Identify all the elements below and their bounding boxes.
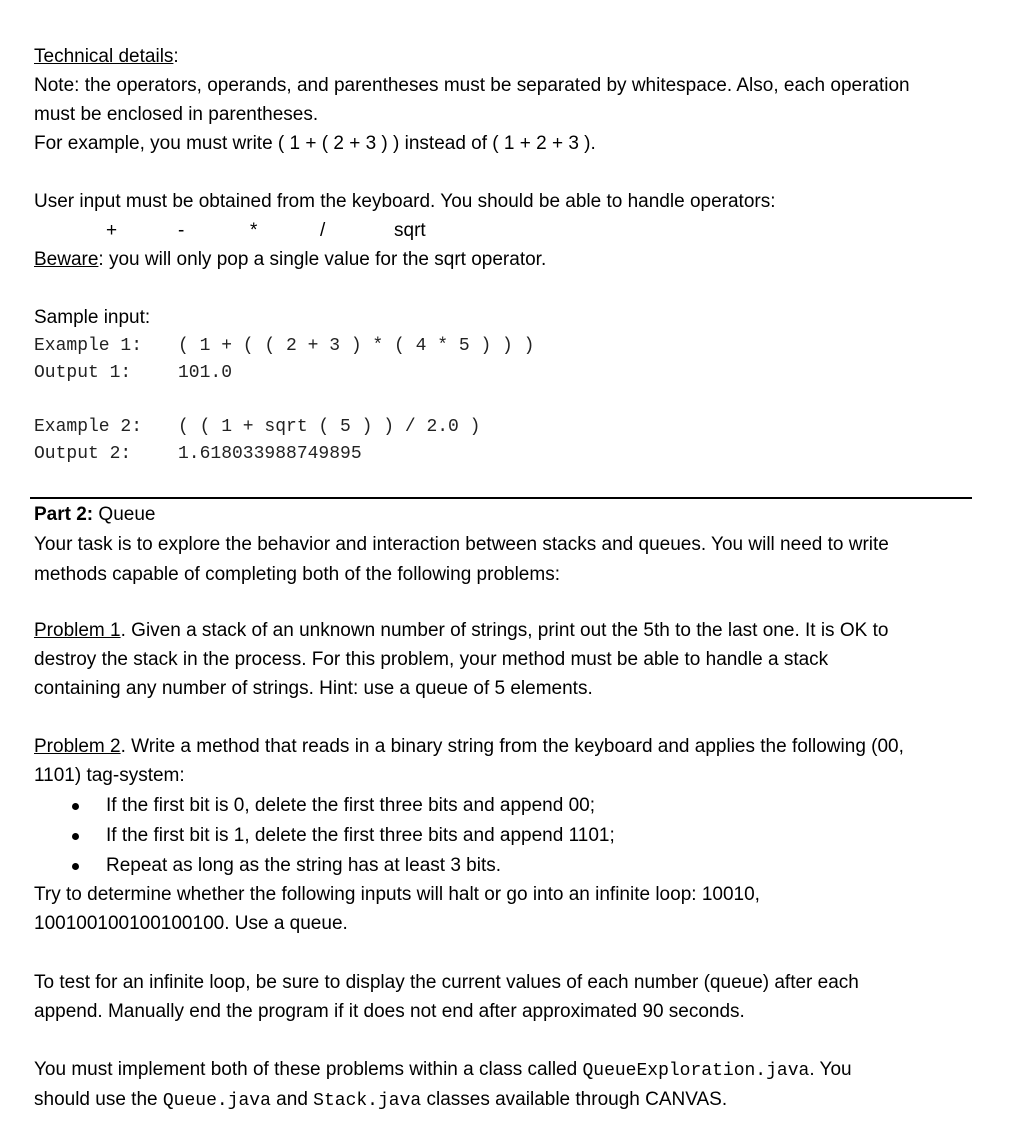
queue-file-code: Queue.java [162,1091,271,1111]
bullet-dot [72,863,79,870]
sample-input-heading: Sample input: [34,307,151,328]
technical-details-heading: Technical details: [34,46,179,67]
example-2-label: Example 2: [34,417,143,437]
test-line-1: To test for an infinite loop, be sure to display the current values of each number (queue) after each [34,972,859,993]
problem-1-line-1: Problem 1. Given a stack of an unknown number of strings, print out the 5th to the last one. It is OK to [34,620,889,641]
try-line-2: 100100100100100100. Use a queue. [34,913,348,934]
output-2-label: Output 2: [34,444,132,464]
section-divider [30,497,972,499]
operator-plus: + [106,220,118,241]
note-line-2: must be enclosed in parentheses. [34,104,319,125]
operator-sqrt: sqrt [394,220,426,241]
part-2-intro-line-2: methods capable of completing both of the following problems: [34,564,560,585]
bullet-item-3: Repeat as long as the string has at least 3 bits. [106,855,502,876]
example-instruction: For example, you must write ( 1 + ( 2 + 3 ) ) instead of ( 1 + 2 + 3 ). [34,133,596,154]
test-line-2: append. Manually end the program if it does not end after approximated 90 seconds. [34,1001,745,1022]
problem-2-line-2: 1101) tag-system: [34,765,185,786]
output-1-label: Output 1: [34,363,132,383]
bullet-dot [72,803,79,810]
problem-2-line-1: Problem 2. Write a method that reads in a binary string from the keyboard and applies the following (00, [34,736,904,757]
stack-file-code: Stack.java [313,1091,422,1111]
operator-minus: - [178,220,185,241]
part-2-heading: Part 2: Queue [34,504,156,525]
problem-1-line-2: destroy the stack in the process. For this problem, your method must be able to handle a stack [34,649,829,670]
part-2-intro-line-1: Your task is to explore the behavior and interaction between stacks and queues. You will need to write [34,534,889,555]
try-line-1: Try to determine whether the following inputs will halt or go into an infinite loop: 10010, [34,884,760,905]
bullet-dot [72,833,79,840]
class-name-code: QueueExploration.java [582,1061,810,1081]
example-2-expression: ( ( 1 + sqrt ( 5 ) ) / 2.0 ) [178,417,481,437]
problem-1-line-3: containing any number of strings. Hint: use a queue of 5 elements. [34,678,593,699]
output-1-value: 101.0 [178,363,233,383]
note-line-1: Note: the operators, operands, and parentheses must be separated by whitespace. Also, each operation [34,75,910,96]
operator-multiply: * [250,220,258,241]
bullet-item-2: If the first bit is 1, delete the first three bits and append 1101; [106,825,615,846]
user-input-line: User input must be obtained from the keyboard. You should be able to handle operators: [34,191,776,212]
bullet-item-1: If the first bit is 0, delete the first three bits and append 00; [106,795,596,816]
implement-line-2: should use the Queue.java and Stack.java classes available through CANVAS. [34,1089,728,1111]
example-1-expression: ( 1 + ( ( 2 + 3 ) * ( 4 * 5 ) ) ) [178,336,535,356]
example-1-label: Example 1: [34,336,143,356]
implement-line-1: You must implement both of these problems within a class called QueueExploration.java. You [34,1059,852,1081]
beware-line: Beware: you will only pop a single value for the sqrt operator. [34,249,547,270]
output-2-value: 1.618033988749895 [178,444,362,464]
operator-divide: / [320,220,326,241]
